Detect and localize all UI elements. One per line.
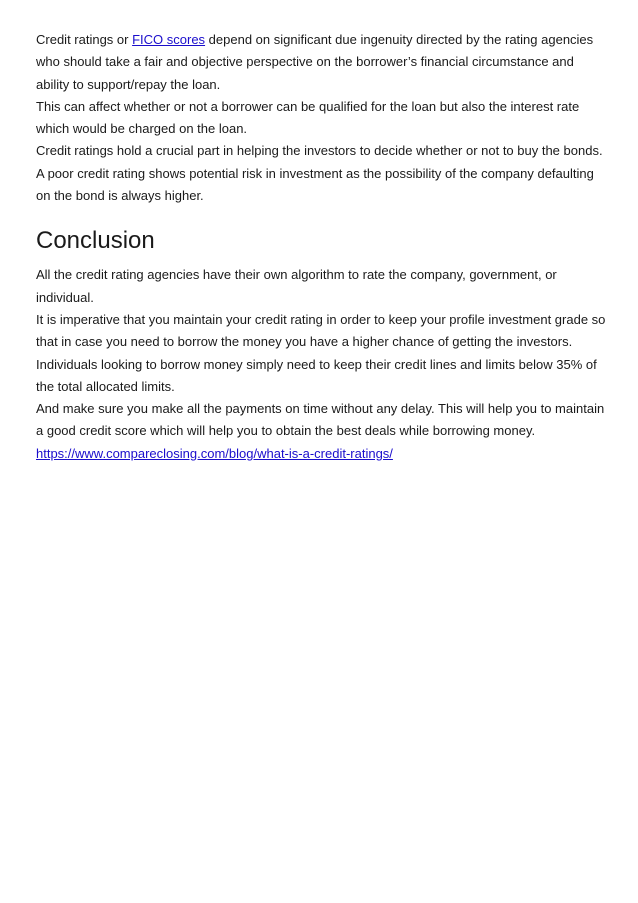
paragraph-agencies: All the credit rating agencies have their own algorithm to rate the company, government, or individual. [36, 267, 557, 305]
source-link[interactable]: https://www.compareclosing.com/blog/what-is-a-credit-ratings/ [36, 445, 393, 461]
paragraph-fico [36, 29, 610, 96]
paragraph-payments: And make sure you make all the payments on time without any delay. This will help you to maintain a good credit score which will help you to obtain the best deals while borrowing money. [36, 401, 605, 439]
paragraph-qualification: This can affect whether or not a borrower can be qualified for the loan but also the interest rate which would be charged on the loan. [36, 98, 580, 137]
document-page [36, 29, 610, 465]
source-paragraph [36, 443, 610, 465]
paragraph-investors: Credit ratings hold a crucial part in helping the investors to decide whether or not to buy the bonds. A poor credit rating shows potential risk in investment as the possibility of the company defaulting on the bond is always higher. [36, 143, 603, 204]
conclusion-heading: Conclusion [36, 227, 155, 255]
paragraph-fico-after: depend on significant due ingenuity directed by the rating agencies who should take a fair and objective perspective on the borrower’s financial circumstance and ability to support/repay the loan. [36, 32, 594, 92]
paragraph-credit-limits: Individuals looking to borrow money simply need to keep their credit lines and limits below 35% of the total allocated limits. [36, 356, 597, 394]
paragraph-fico-before: Credit ratings or [36, 32, 133, 47]
paragraph-maintain-rating: It is imperative that you maintain your credit rating in order to keep your profile investment grade so that in case you need to borrow the money you have a higher chance of getting the investors. [36, 311, 606, 350]
fico-scores-link[interactable]: FICO scores [132, 32, 206, 47]
